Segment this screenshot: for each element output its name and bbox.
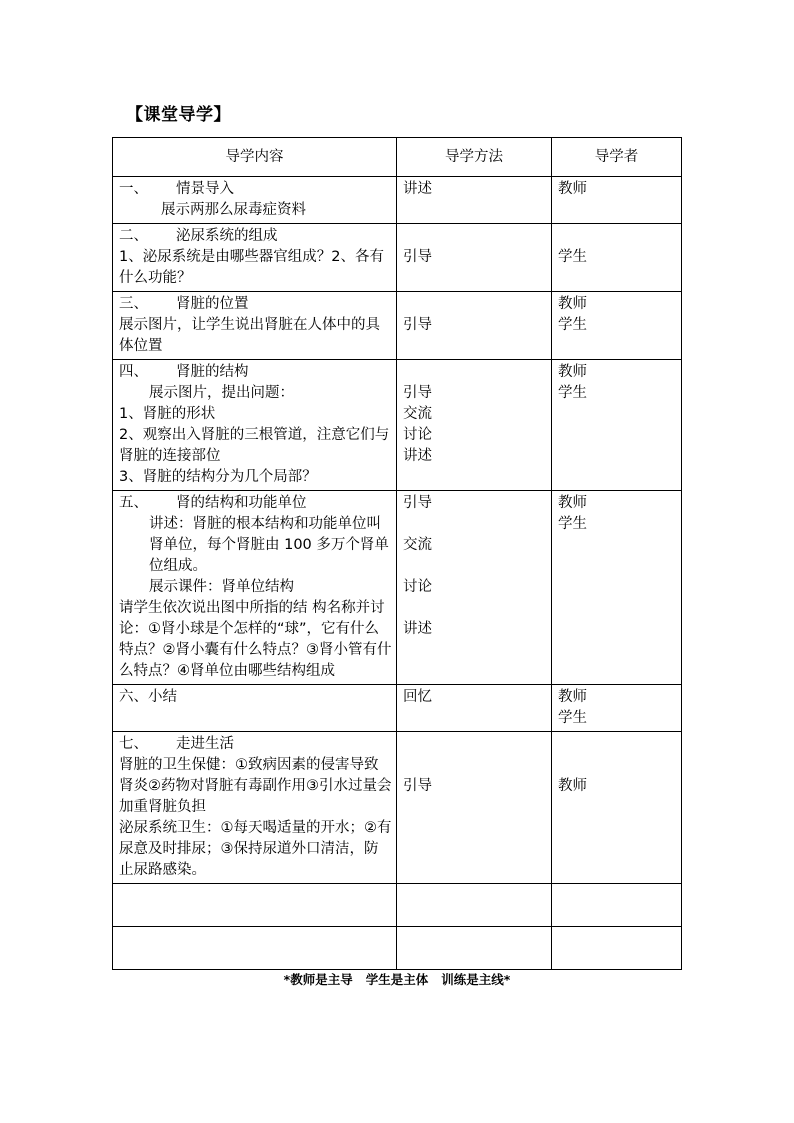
- content-line: 肾脏的卫生保健：①致病因素的侵害导致肾炎②药物对肾脏有毒副作用③引水过量会加重肾脏负担: [119, 757, 392, 815]
- section-title: 肾脏的结构: [176, 364, 249, 380]
- method-item: 引导: [403, 778, 432, 794]
- section-heading: [119, 687, 392, 708]
- section-heading: [119, 493, 392, 514]
- empty-cell: [113, 884, 397, 927]
- empty-row: [113, 884, 682, 927]
- footer-motto: [0, 970, 794, 988]
- method-cell: [397, 292, 552, 360]
- section-title: 肾脏的位置: [176, 296, 249, 312]
- content-line: 展示图片，提出问题：: [149, 385, 294, 401]
- table-row: [113, 732, 682, 884]
- method-item: 回忆: [403, 689, 432, 705]
- method-item: [403, 514, 547, 535]
- leader-item: 学生: [558, 249, 587, 265]
- method-item: 交流: [403, 537, 432, 553]
- method-cell: [397, 177, 552, 224]
- empty-cell: [397, 927, 552, 970]
- method-item: 讨论: [403, 579, 432, 595]
- content-line: 展示图片，让学生说出肾脏在人体中的具体位置: [119, 317, 380, 354]
- method-cell: [397, 685, 552, 732]
- leader-cell: [552, 292, 682, 360]
- leader-item: 学生: [558, 516, 587, 532]
- section-number: 六、小结: [119, 689, 177, 705]
- leader-item: 教师: [558, 495, 587, 511]
- section-number: 二、: [119, 228, 148, 244]
- section-heading: [119, 179, 392, 200]
- leader-cell: [552, 685, 682, 732]
- method-cell: [397, 224, 552, 292]
- leader-item: [558, 734, 677, 755]
- section-heading: [119, 362, 392, 383]
- method-cell: [397, 360, 552, 491]
- leader-item: 教师: [558, 296, 587, 312]
- content-cell: [113, 177, 397, 224]
- section-number: 三、: [119, 296, 148, 312]
- content-line: 请学生依次说出图中所指的结 构名称并讨论：①肾小球是个怎样的“球”，它有什么特点？②肾小囊有什么特点？③肾小管有什么特点？④肾单位由哪些结构组成: [119, 600, 392, 679]
- table-row: [113, 292, 682, 360]
- content-cell: [113, 360, 397, 491]
- method-item: [403, 226, 547, 247]
- method-item: 交流: [403, 406, 432, 422]
- guide-table: [112, 137, 682, 970]
- header-content: 导学内容: [113, 138, 397, 177]
- header-leader: 导学者: [552, 138, 682, 177]
- content-line: 3、肾脏的结构分为几个局部？: [119, 469, 317, 485]
- table-row: [113, 177, 682, 224]
- empty-cell: [552, 884, 682, 927]
- table-row: [113, 224, 682, 292]
- table-row: [113, 491, 682, 685]
- section-title: 泌尿系统的组成: [176, 228, 278, 244]
- content-cell: [113, 491, 397, 685]
- method-item: [403, 598, 547, 619]
- method-item: [403, 734, 547, 755]
- content-line: 泌尿系统卫生：①每天喝适量的开水；②有尿意及时排尿；③保持尿道外口清洁，防止尿路感染。: [119, 820, 392, 878]
- section-number: 四、: [119, 364, 148, 380]
- content-line: 展示两那么尿毒症资料: [161, 202, 306, 218]
- empty-cell: [397, 884, 552, 927]
- method-cell: [397, 732, 552, 884]
- leader-cell: [552, 491, 682, 685]
- content-line: 1、泌尿系统是由哪些器官组成？2、各有什么功能？: [119, 249, 384, 286]
- section-number: 五、: [119, 495, 148, 511]
- method-item: 引导: [403, 495, 432, 511]
- method-item: 讨论: [403, 427, 432, 443]
- table-header-row: [113, 138, 682, 177]
- method-cell: [397, 491, 552, 685]
- table-row: [113, 360, 682, 491]
- leader-cell: [552, 177, 682, 224]
- section-number: 七、: [119, 736, 148, 752]
- method-item: 讲述: [403, 181, 432, 197]
- content-cell: [113, 732, 397, 884]
- method-item: 引导: [403, 385, 432, 401]
- method-item: [403, 294, 547, 315]
- leader-item: 教师: [558, 364, 587, 380]
- section-title: 肾的结构和功能单位: [176, 495, 307, 511]
- content-line: 讲述：肾脏的根本结构和功能单位叫肾单位，每个肾脏由 100 多万个肾单位组成。: [149, 516, 389, 574]
- footer-text: *教师是主导 学生是主体 训练是主线*: [283, 972, 511, 987]
- leader-item: 学生: [558, 385, 587, 401]
- leader-item: 学生: [558, 710, 587, 726]
- leader-cell: [552, 732, 682, 884]
- content-cell: [113, 685, 397, 732]
- empty-cell: [552, 927, 682, 970]
- leader-item: 学生: [558, 317, 587, 333]
- page-title: 【课堂导学】: [126, 105, 231, 125]
- leader-item: 教师: [558, 778, 587, 794]
- content-line: 2、观察出入肾脏的三根管道，注意它们与肾脏的连接部位: [119, 427, 390, 464]
- leader-cell: [552, 224, 682, 292]
- content-line: 展示课件：肾单位结构: [149, 579, 294, 595]
- section-number: 一、: [119, 181, 148, 197]
- content-cell: [113, 292, 397, 360]
- content-line: 1、肾脏的形状: [119, 406, 216, 422]
- header-method: 导学方法: [397, 138, 552, 177]
- section-heading: [119, 294, 392, 315]
- method-item: 引导: [403, 249, 432, 265]
- method-item: 讲述: [403, 621, 432, 637]
- leader-item: [558, 226, 677, 247]
- empty-cell: [113, 927, 397, 970]
- table-row: [113, 685, 682, 732]
- method-item: [403, 556, 547, 577]
- table-body: [113, 177, 682, 970]
- section-title: 走进生活: [176, 736, 234, 752]
- section-heading: [119, 226, 392, 247]
- leader-item: 教师: [558, 181, 587, 197]
- method-item: 引导: [403, 317, 432, 333]
- method-item: [403, 362, 547, 383]
- section-heading: [119, 734, 392, 755]
- method-item: 讲述: [403, 448, 432, 464]
- leader-item: 教师: [558, 689, 587, 705]
- leader-item: [558, 755, 677, 776]
- section-title: 情景导入: [176, 181, 234, 197]
- content-cell: [113, 224, 397, 292]
- leader-cell: [552, 360, 682, 491]
- method-item: [403, 755, 547, 776]
- empty-row: [113, 927, 682, 970]
